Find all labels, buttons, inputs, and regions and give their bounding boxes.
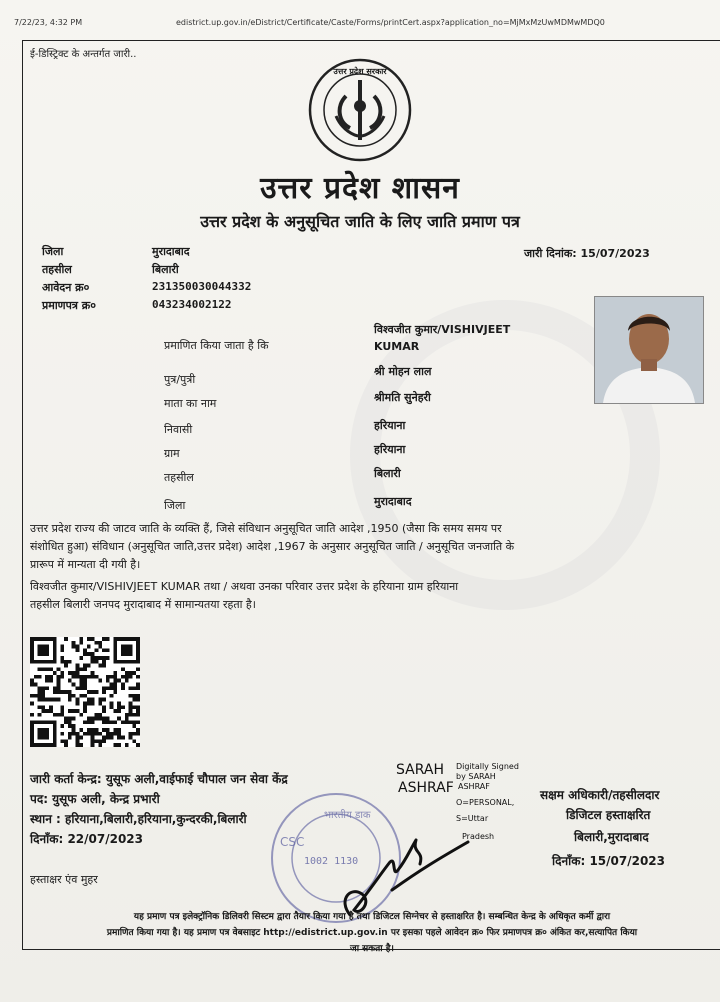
authority-title: सक्षम अधिकारी/तहसीलदार [540, 788, 660, 802]
footer-line1: यह प्रमाण पत्र इलेक्ट्रॉनिक डिलिवरी सिस्टम द्वारा तैयार किया गया है तथा डिजिटल सिग्नेचर से हस्ताक्षरित है। सम्बन्धित केन्द्र के अधिकृत कर्मी द्वारा [133, 912, 611, 922]
body-para2-line2: तहसील बिलारी जनपद मुरादाबाद में सामान्यतया रहता है। [30, 598, 256, 611]
applicant-name-line1: विश्वजीत कुमार/VISHIVJEET [374, 323, 511, 336]
sig-detail-5: S=Uttar [456, 814, 489, 823]
body-para2-line1: विश्वजीत कुमार/VISHIVJEET KUMAR तथा / अथवा उनका परिवार उत्तर प्रदेश के हरियाना ग्राम हरियाना [30, 580, 459, 593]
tehsil-value: बिलारी [152, 263, 179, 276]
issuer-place: स्थान : हरियाना,बिलारी,हरियाना,कुन्दरकी,बिलारी [30, 812, 247, 826]
authority-place: बिलारी,मुरादाबाद [574, 830, 649, 844]
stamp-arc-text: भारतीय डाक [324, 810, 371, 821]
village-value: हरियाना [374, 443, 406, 456]
tehsil-label: तहसील [42, 263, 72, 276]
issue-date: जारी दिनांक: 15/07/2023 [524, 247, 650, 260]
father-name: श्री मोहन लाल [374, 365, 432, 378]
district-value: मुरादाबाद [152, 245, 190, 258]
child-of-label: पुत्र/पुत्री [164, 373, 196, 386]
sig-detail-3: ASHRAF [458, 782, 490, 791]
signer-name-line1: SARAH [396, 762, 444, 778]
field-district-value: मुरादाबाद [374, 495, 412, 508]
applicant-photo [594, 296, 704, 404]
field-tehsil-value: बिलारी [374, 467, 401, 480]
resident-label: निवासी [164, 423, 193, 436]
district-label: जिला [42, 245, 64, 258]
issuer-designation: पद: युसूफ अली, केन्द्र प्रभारी [30, 792, 160, 806]
village-label: ग्राम [164, 447, 180, 460]
stamp-number: 1002 1130 [304, 856, 359, 867]
footer-line2: प्रमाणित किया गया है। यह प्रमाण पत्र वेबसाइट http://edistrict.up.gov.in पर इसका पहले आवेदन क्र० फिर प्रमाणपत्र क्र० अंकित कर,सत्यापित किया [106, 928, 638, 938]
issuing-center: जारी कर्ता केन्द्र: युसूफ अली,वाईफाई चौपाल जन सेवा केंद्र [30, 772, 288, 786]
sig-detail-1: Digitally Signed [456, 762, 519, 771]
mother-label: माता का नाम [164, 397, 217, 410]
sig-detail-2: by SARAH [456, 772, 496, 781]
application-label: आवेदन क्र० [42, 281, 90, 294]
print-url: edistrict.up.gov.in/eDistrict/Certificate/Caste/Forms/printCert.aspx?application_no=MjMxMzUwMDMwMDQ0 [176, 18, 605, 27]
authority-date: दिनाँक: 15/07/2023 [552, 854, 666, 868]
sig-detail-6: Pradesh [462, 832, 495, 841]
sign-and-seal-label: हस्ताक्षर एंव मुहर [30, 873, 98, 886]
certificate-title: उत्तर प्रदेश के अनुसूचित जाति के लिए जाति प्रमाण पत्र [200, 212, 520, 231]
application-number: 231350030044332 [152, 280, 252, 293]
certificate-label: प्रमाणपत्र क्र० [42, 299, 96, 312]
emblem-text: उत्तर प्रदेश सरकार [333, 67, 387, 76]
authority-digital-signed: डिजिटल हस्ताक्षरित [566, 808, 651, 822]
footer-line3: जा सकता है। [350, 944, 394, 954]
applicant-name-line2: KUMAR [374, 340, 420, 353]
sig-detail-4: O=PERSONAL, [456, 798, 515, 807]
resident-value: हरियाना [374, 419, 406, 432]
certificate-number: 043234002122 [152, 298, 232, 311]
district-issue-note: ई-डिस्ट्रिक्ट के अन्तर्गत जारी.. [30, 49, 137, 60]
government-title: उत्तर प्रदेश शासन [260, 171, 460, 206]
body-para1-line2: संशोधित हुआ) संविधान (अनुसूचित जाति,उत्तर प्रदेश) आदेश ,1967 के अनुसार अनुसूचित जाति / अनुसूचित जनजाति के [30, 540, 515, 553]
field-tehsil-label: तहसील [164, 471, 194, 484]
body-para1-line3: प्रारूप में मान्यता दी गयी है। [30, 558, 141, 571]
mother-name: श्रीमति सुनेहरी [374, 391, 431, 404]
certify-label: प्रमाणित किया जाता है कि [164, 339, 269, 352]
field-district-label: जिला [164, 499, 186, 512]
issuer-date: दिनाँक: 22/07/2023 [30, 832, 144, 846]
signer-name-line2: ASHRAF [398, 780, 454, 796]
body-para1-line1: उत्तर प्रदेश राज्य की जाटव जाति के व्यक्ति हैं, जिसे संविधान अनुसूचित जाति आदेश ,1950 (जैसा कि समय समय पर [30, 522, 502, 535]
stamp-csc-text: CSC [280, 835, 305, 849]
print-datetime: 7/22/23, 4:32 PM [14, 18, 83, 27]
qr-code [30, 636, 140, 748]
